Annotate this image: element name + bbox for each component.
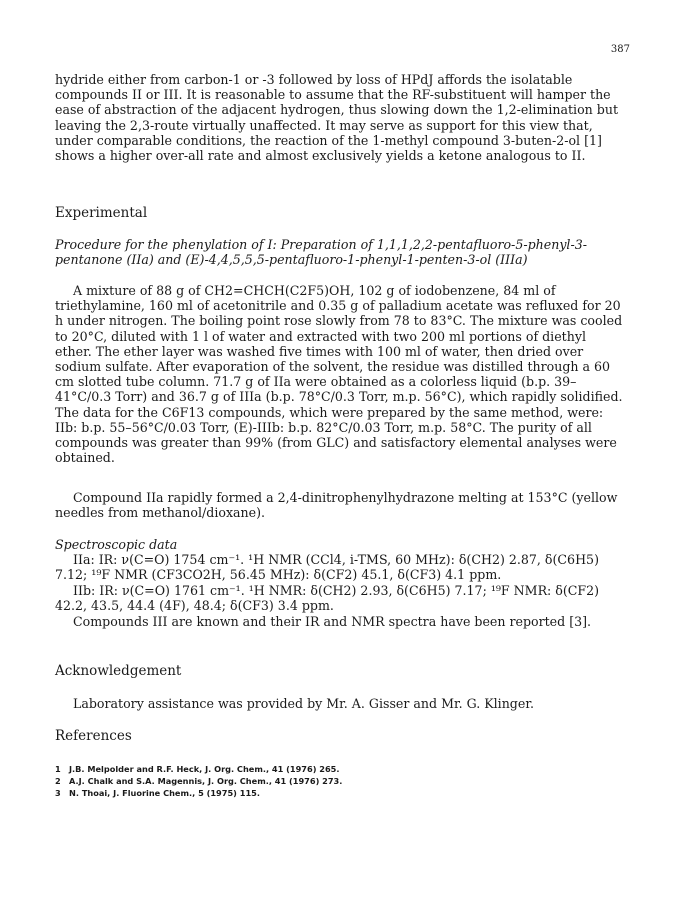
reference-text: J.B. Melpolder and R.F. Heck, J. Org. Chem., 41 (1976) 265. bbox=[69, 764, 340, 774]
reference-number: 1 bbox=[55, 764, 61, 774]
reference-item bbox=[55, 763, 615, 775]
acknowledgement-heading: Acknowledgement bbox=[55, 663, 182, 679]
reference-number: 3 bbox=[55, 788, 61, 798]
references-list bbox=[55, 763, 615, 799]
spectro-iia: IIa: IR: ν(C=O) 1754 cm⁻¹. ¹H NMR (CCl4, i-TMS, 60 MHz): δ(CH2) 2.87, δ(C6H5) 7.12; ¹⁹F NMR (CF3CO2H, 56.45 MHz): δ(CF2) 45.1, δ(CF3) 4.1 ppm. bbox=[55, 552, 599, 583]
reference-item bbox=[55, 787, 615, 799]
references-heading: References bbox=[55, 728, 132, 744]
reference-number: 2 bbox=[55, 776, 61, 786]
procedure-paragraph: A mixture of 88 g of CH2=CHCH(C2F5)OH, 102 g of iodobenzene, 84 ml of triethylamine, 160 ml of acetonitrile and 0.35 g of palladium acetate was refluxed for 20 h under nitrogen. The boiling point rose slowly from 78 to 83°C. The mixture was cooled to 20°C, diluted with 1 l of water and extracted with two 200 ml portions of diethyl ether. The ether layer was washed five times with 100 ml of water, then dried over sodium sulfate. After evaporation of the solvent, the residue was distilled through a 60 cm slotted tube column. 71.7 g of IIa were obtained as a colorless liquid (b.p. 39–41°C/0.3 Torr) and 36.7 g of IIIa (b.p. 78°C/0.3 Torr, m.p. 56°C), which rapidly solidified. The data for the C6F13 compounds, which were prepared by the same method, were: IIb: b.p. 55–56°C/0.03 Torr, (E)-IIIb: b.p. 82°C/0.03 Torr, m.p. 58°C. The purity of all compounds was greater than 99% (from GLC) and satisfactory elemental analyses were obtained. bbox=[55, 283, 623, 466]
reference-text: N. Thoai, J. Fluorine Chem., 5 (1975) 115. bbox=[69, 788, 260, 798]
hydrazone-paragraph: Compound IIa rapidly formed a 2,4-dinitrophenylhydrazone melting at 153°C (yellow needles from methanol/dioxane). bbox=[55, 490, 618, 521]
reference-text: A.J. Chalk and S.A. Magennis, J. Org. Chem., 41 (1976) 273. bbox=[69, 776, 343, 786]
reference-item bbox=[55, 775, 615, 787]
spectro-iii: Compounds III are known and their IR and NMR spectra have been reported [3]. bbox=[73, 614, 592, 629]
page-number: 387 bbox=[610, 44, 630, 55]
experimental-heading: Experimental bbox=[55, 205, 148, 221]
acknowledgement-text: Laboratory assistance was provided by Mr. A. Gisser and Mr. G. Klinger. bbox=[73, 696, 534, 711]
procedure-title: Procedure for the phenylation of I: Preparation of 1,1,1,2,2-pentafluoro-5-phenyl-3-pentanone (IIa) and (E)-4,4,5,5,5-pentafluoro-1-phenyl-1-penten-3-ol (IIIa) bbox=[55, 237, 587, 268]
spectro-iib: IIb: IR: ν(C=O) 1761 cm⁻¹. ¹H NMR: δ(CH2) 2.93, δ(C6H5) 7.17; ¹⁹F NMR: δ(CF2) 42.2, 43.5, 44.4 (4F), 48.4; δ(CF3) 3.4 ppm. bbox=[55, 583, 600, 614]
spectroscopic-heading: Spectroscopic data bbox=[55, 537, 178, 552]
intro-paragraph: hydride either from carbon-1 or -3 followed by loss of HPdJ affords the isolatable compounds II or III. It is reasonable to assume that the RF-substituent will hamper the ease of abstraction of the adjacent hydrogen, thus slowing down the 1,2-elimination but leaving the 2,3-route virtually unaffected. It may serve as support for this view that, under comparable conditions, the reaction of the 1-methyl compound 3-buten-2-ol [1] shows a higher over-all rate and almost exclusively yields a ketone analogous to II. bbox=[55, 72, 619, 164]
